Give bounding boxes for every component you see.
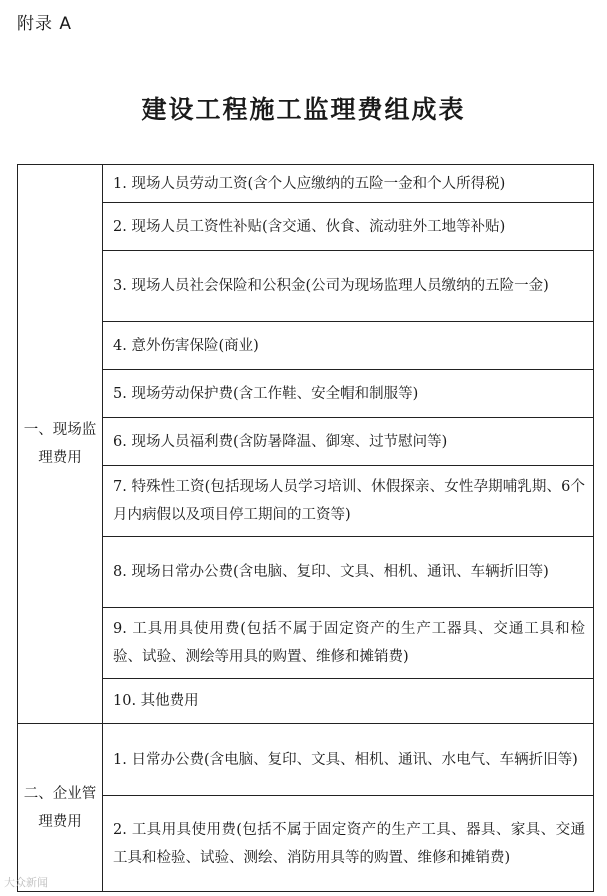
table-row	[18, 608, 594, 679]
fee-item: 2. 现场人员工资性补贴(含交通、伙食、流动驻外工地等补贴)	[103, 203, 594, 251]
fee-item: 8. 现场日常办公费(含电脑、复印、文具、相机、通讯、车辆折旧等)	[103, 537, 594, 608]
table-row	[18, 322, 594, 370]
fee-item: 2. 工具用具使用费(包括不属于固定资产的生产工具、器具、家具、交通工具和检验、试验、测绘、消防用具等的购置、维修和摊销费)	[103, 796, 594, 892]
category-cell-enterprise: 二、企业管理费用	[18, 724, 103, 892]
fee-item: 4. 意外伤害保险(商业)	[103, 322, 594, 370]
table-row	[18, 466, 594, 537]
table-row	[18, 370, 594, 418]
fee-item: 10. 其他费用	[103, 679, 594, 724]
table-row	[18, 251, 594, 322]
fee-composition-table	[17, 164, 594, 892]
table-row	[18, 418, 594, 466]
category-cell-onsite: 一、现场监理费用	[18, 165, 103, 724]
fee-item: 3. 现场人员社会保险和公积金(公司为现场监理人员缴纳的五险一金)	[103, 251, 594, 322]
table-row	[18, 537, 594, 608]
table-row	[18, 165, 594, 203]
fee-item: 1. 日常办公费(含电脑、复印、文具、相机、通讯、水电气、车辆折旧等)	[103, 724, 594, 796]
table-row	[18, 203, 594, 251]
document-title: 建设工程施工监理费组成表	[141, 95, 466, 124]
table-row	[18, 724, 594, 796]
fee-item: 1. 现场人员劳动工资(含个人应缴纳的五险一金和个人所得税)	[103, 165, 594, 203]
fee-item: 6. 现场人员福利费(含防暑降温、御寒、过节慰问等)	[103, 418, 594, 466]
fee-item: 7. 特殊性工资(包括现场人员学习培训、休假探亲、女性孕期哺乳期、6个月内病假以及项目停工期间的工资等)	[103, 466, 594, 537]
table-row	[18, 796, 594, 892]
fee-item: 9. 工具用具使用费(包括不属于固定资产的生产工器具、交通工具和检验、试验、测绘等用具的购置、维修和摊销费)	[103, 608, 594, 679]
table-row	[18, 679, 594, 724]
appendix-label: 附录 A	[17, 14, 73, 34]
fee-item: 5. 现场劳动保护费(含工作鞋、安全帽和制服等)	[103, 370, 594, 418]
watermark-logo: 大众新闻	[4, 876, 48, 889]
